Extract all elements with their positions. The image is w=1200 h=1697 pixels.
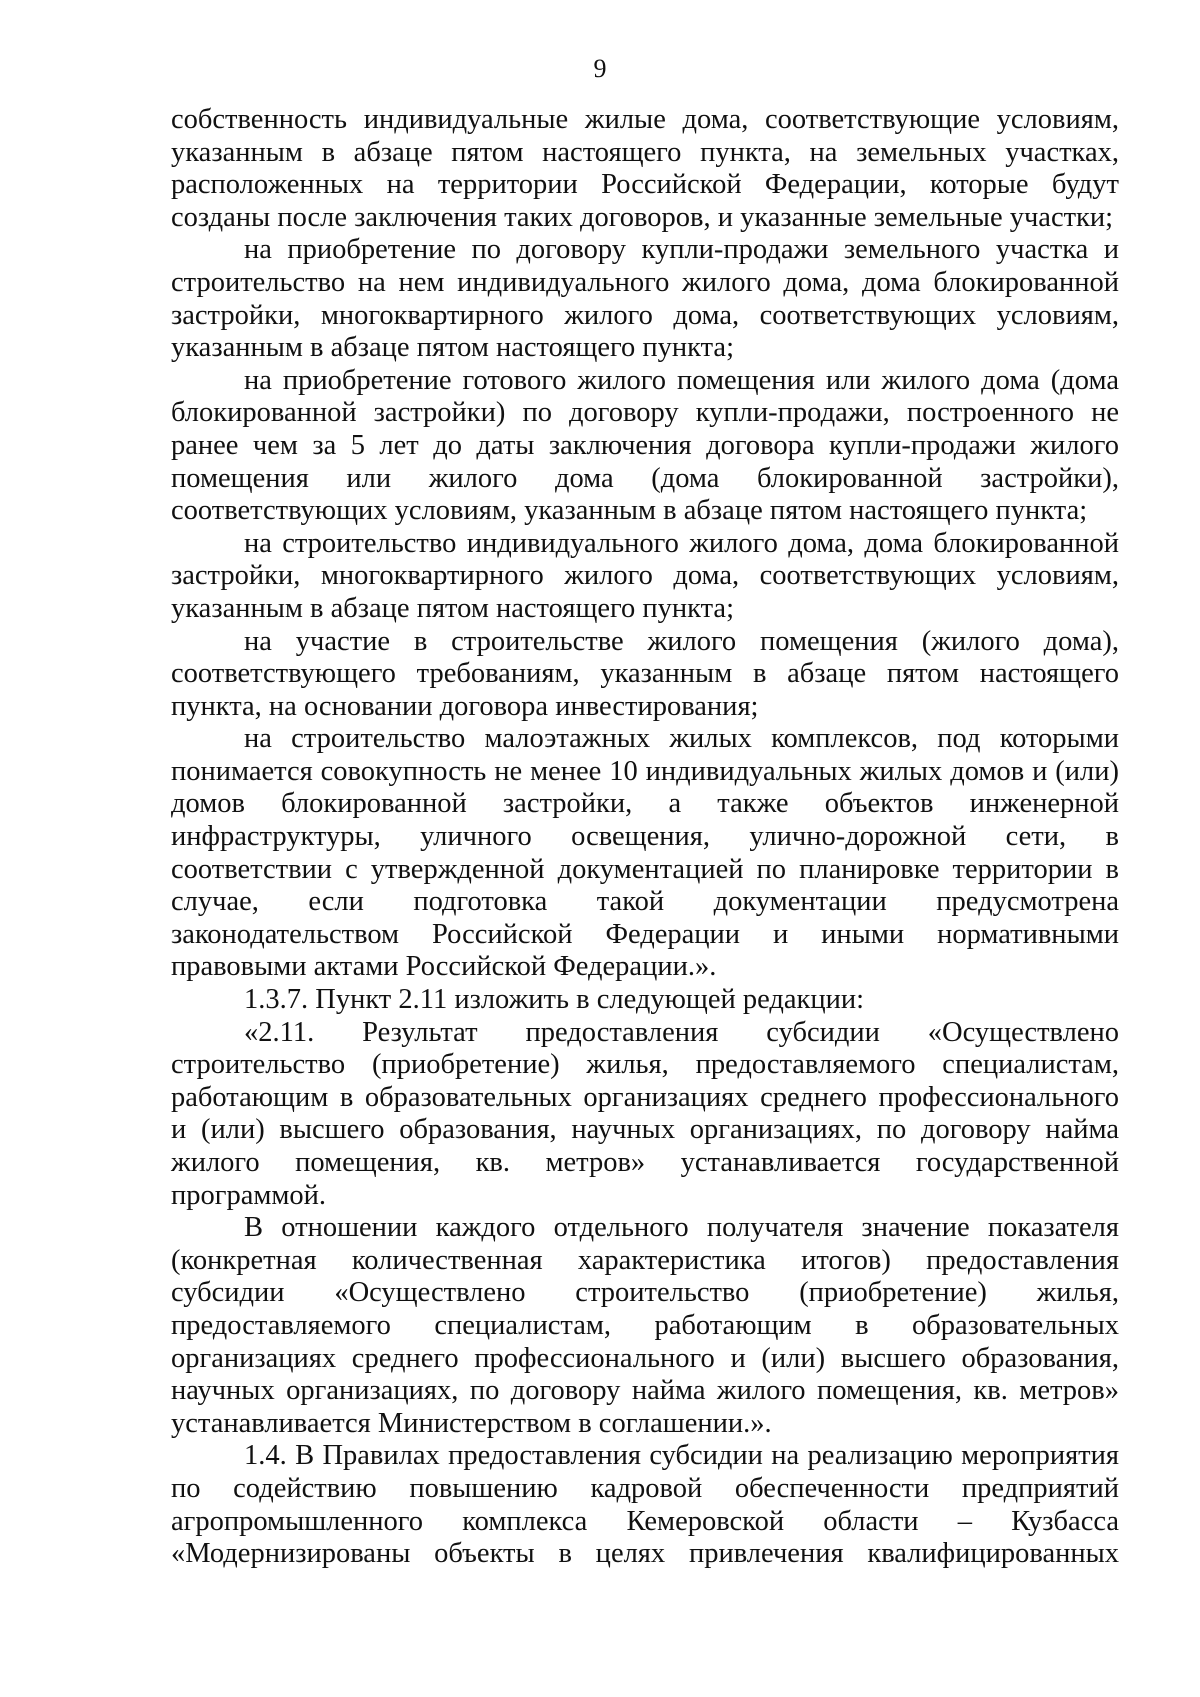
- text-line: расположенных на территории Российской Федерации, которые будут: [171, 169, 1119, 201]
- text-line: устанавливается Министерством в соглашении.».: [171, 1407, 772, 1439]
- text-line: строительство (приобретение) жилья, предоставляемого специалистам,: [171, 1049, 1119, 1081]
- text-line: программой.: [171, 1179, 327, 1211]
- text-line: законодательством Российской Федерации и иными нормативными: [171, 918, 1119, 950]
- page-number: 9: [593, 54, 607, 83]
- text-line: соответствующих условиям, указанным в абзаце пятом настоящего пункта;: [171, 495, 1088, 527]
- text-line: по содействию повышению кадровой обеспеченности предприятий: [171, 1472, 1119, 1504]
- text-line: строительство на нем индивидуального жилого дома, дома блокированной: [171, 266, 1119, 298]
- text-line: правовыми актами Российской Федерации.».: [171, 951, 717, 983]
- text-line: ранее чем за 5 лет до даты заключения договора купли-продажи жилого: [171, 429, 1119, 461]
- text-line: застройки, многоквартирного жилого дома, соответствующих условиям,: [171, 560, 1119, 592]
- text-line: организациях среднего профессионального и (или) высшего образования,: [171, 1342, 1119, 1374]
- text-line: блокированной застройки) по договору купли-продажи, построенного не: [171, 397, 1119, 429]
- text-line: научных организациях, по договору найма жилого помещения, кв. метров»: [171, 1375, 1119, 1407]
- text-line: 1.3.7. Пункт 2.11 изложить в следующей редакции:: [244, 984, 865, 1016]
- text-line: указанным в абзаце пятом настоящего пункта;: [171, 592, 735, 624]
- text-line: «Модернизированы объекты в целях привлечения квалифицированных: [171, 1538, 1119, 1570]
- text-line: понимается совокупность не менее 10 индивидуальных жилых домов и (или): [171, 755, 1119, 787]
- text-line: домов блокированной застройки, а также объектов инженерной: [171, 788, 1119, 820]
- text-line: субсидии «Осуществлено строительство (приобретение) жилья,: [171, 1277, 1119, 1309]
- text-line: на участие в строительстве жилого помещения (жилого дома),: [244, 625, 1119, 657]
- body-text: [171, 104, 1119, 1571]
- text-line: предоставляемого специалистам, работающим в образовательных: [171, 1309, 1119, 1341]
- text-line: созданы после заключения таких договоров, и указанные земельные участки;: [171, 201, 1114, 233]
- text-line: застройки, многоквартирного жилого дома, соответствующих условиям,: [171, 299, 1119, 331]
- text-line: на строительство индивидуального жилого дома, дома блокированной: [244, 527, 1119, 559]
- text-line: работающим в образовательных организациях среднего профессионального: [171, 1081, 1119, 1113]
- text-line: соответствующего требованиям, указанным в абзаце пятом настоящего: [171, 658, 1119, 690]
- text-line: агропромышленного комплекса Кемеровской области – Кузбасса: [171, 1505, 1119, 1537]
- text-line: случае, если подготовка такой документации предусмотрена: [171, 886, 1119, 918]
- text-line: жилого помещения, кв. метров» устанавливается государственной: [171, 1147, 1119, 1178]
- text-line: «2.11. Результат предоставления субсидии «Осуществлено: [244, 1016, 1119, 1048]
- text-line: на приобретение по договору купли-продажи земельного участка и: [244, 234, 1119, 266]
- text-line: указанным в абзаце пятом настоящего пункта;: [171, 332, 735, 364]
- text-line: пункта, на основании договора инвестирования;: [171, 690, 759, 722]
- text-line: (конкретная количественная характеристика итогов) предоставления: [171, 1244, 1119, 1276]
- text-line: помещения или жилого дома (дома блокированной застройки),: [171, 462, 1119, 494]
- text-line: и (или) высшего образования, научных организациях, по договору найма: [171, 1114, 1119, 1146]
- text-line: собственность индивидуальные жилые дома, соответствующие условиям,: [171, 104, 1119, 135]
- text-line: на строительство малоэтажных жилых комплексов, под которыми: [244, 723, 1119, 755]
- text-line: В отношении каждого отдельного получателя значение показателя: [244, 1212, 1119, 1244]
- text-line: 1.4. В Правилах предоставления субсидии на реализацию мероприятия: [244, 1440, 1119, 1472]
- text-line: на приобретение готового жилого помещения или жилого дома (дома: [244, 364, 1119, 396]
- text-line: соответствии с утвержденной документацией по планировке территории в: [171, 853, 1119, 885]
- text-line: указанным в абзаце пятом настоящего пункта, на земельных участках,: [171, 136, 1119, 168]
- text-line: инфраструктуры, уличного освещения, улично-дорожной сети, в: [171, 821, 1119, 853]
